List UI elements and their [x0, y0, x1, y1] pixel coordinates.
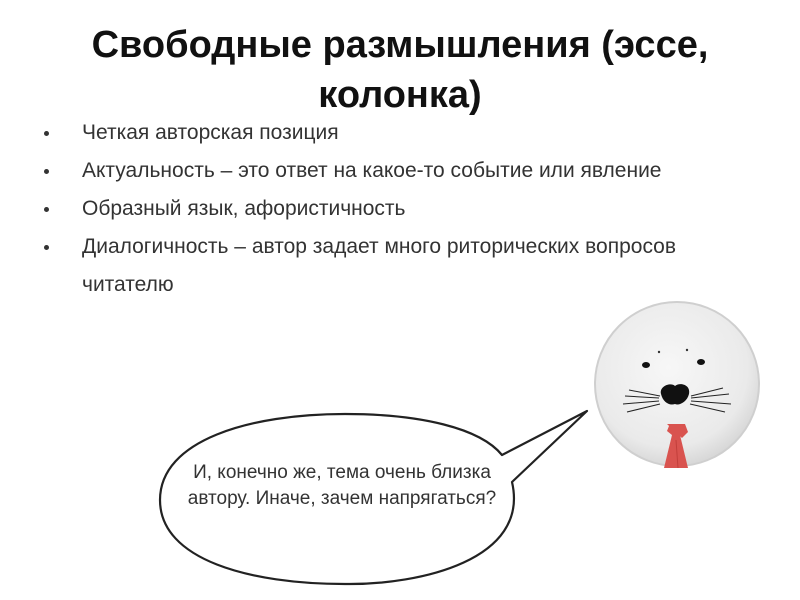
seal-face-with-tie-icon [593, 300, 761, 468]
bullet-text: Образный язык, афористичность [82, 197, 406, 220]
speech-bubble-text: И, конечно же, тема очень близка автору. Иначе, зачем напрягаться? [187, 462, 497, 509]
bullet-text: Актуальность – это ответ на какое-то событие или явление [82, 159, 662, 182]
bullet-text: Диалогичность – автор задает много риторических вопросов читателю [82, 235, 677, 296]
bullet-text: Четкая авторская позиция [82, 121, 339, 144]
slide-title: Свободные размышления (эссе, колонка) [91, 24, 709, 116]
